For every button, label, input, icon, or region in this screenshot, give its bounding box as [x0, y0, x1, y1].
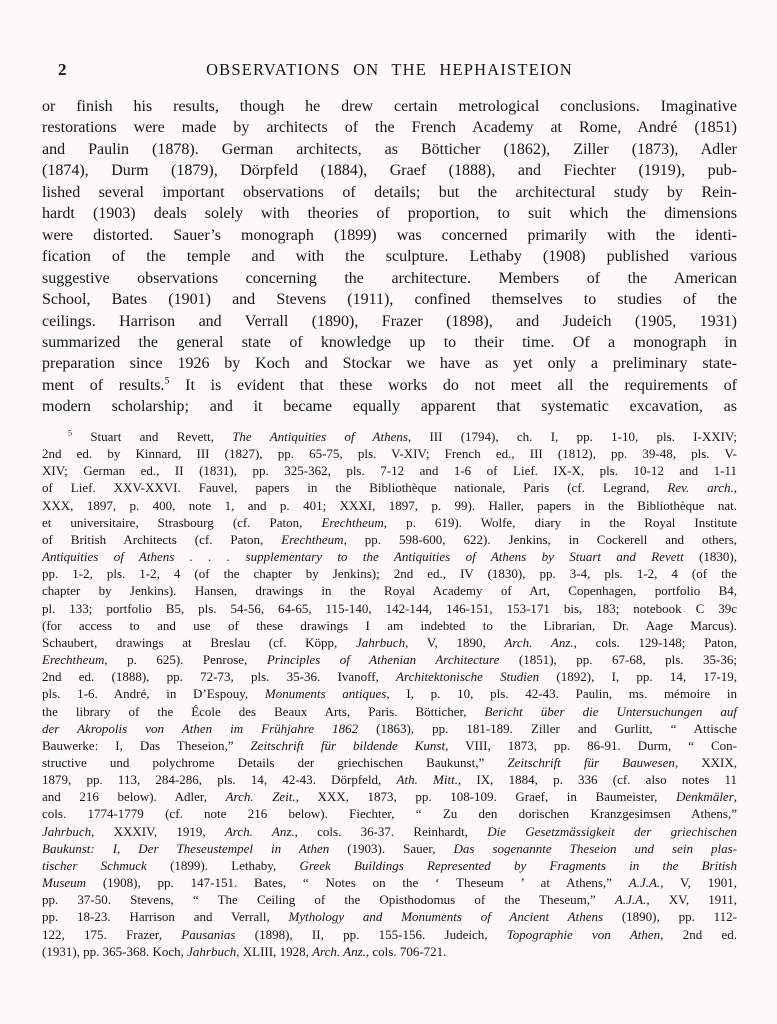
text-run: Schaubert, drawings at Breslau (cf. Köpp, [42, 634, 356, 650]
body-line [42, 268, 737, 289]
italic-citation-text: der Akropolis von Athen im Frühjahre 1862 [42, 720, 359, 736]
body-line [42, 225, 737, 246]
italic-citation-text: tischer Schmuck [42, 857, 147, 873]
body-line [42, 160, 737, 181]
footnote-line [42, 943, 737, 960]
text-run: , XV, 1911, [646, 892, 737, 908]
text-run: Stuart and Revett, [72, 429, 233, 444]
footnote-line [42, 703, 737, 720]
italic-citation-text: The Antiquities of Athens [232, 429, 408, 444]
italic-citation-text: Museum [42, 875, 87, 891]
italic-citation-text: Antiquities of Athens . . . supplementary to the Antiquities of Athens by Stuart and Revett [42, 549, 684, 565]
text-run: , VIII, 1873, pp. 86-91. Durm, “ Con- [445, 737, 737, 753]
italic-citation-text: Baukunst: I, Der Theseustempel in Athen [42, 840, 330, 856]
running-title: OBSERVATIONS ON THE HEPHAISTEION [206, 60, 573, 79]
italic-citation-text: Arch. Anz. [504, 634, 574, 650]
body-line [42, 117, 737, 138]
footnote-line [42, 788, 737, 805]
text-run: preparation since 1926 by Koch and Stockar we have as yet only a preliminary state- [42, 355, 737, 373]
text-run: XIV; German ed., II (1831), pp. 325-362, pls. 7-12 and 1-6 of Lief. IX-X, pls. 10-12 and 1-11 [42, 463, 737, 479]
text-run: pp. 37-50. Stevens, “ The Ceiling of the Opisthodomus of the Theseum,” [42, 892, 615, 908]
footnote-line [42, 565, 737, 582]
footnote-line [42, 600, 737, 617]
text-run: , III (1794), ch. I, pp. 1-10, pls. I-XXIV; [407, 429, 737, 444]
text-run: , 2nd ed. [660, 926, 737, 942]
italic-citation-text: A.J.A. [614, 892, 647, 908]
text-run: ment of results. [42, 376, 165, 394]
text-run: (1899). Lethaby, [146, 857, 300, 873]
text-run: (1931), pp. 365-368. Koch, [42, 943, 188, 959]
body-paragraph [42, 96, 737, 418]
italic-citation-text: Greek Buildings Represented by Fragments in the British [299, 857, 737, 873]
footnote-line [42, 720, 737, 737]
footnote-line [42, 754, 737, 771]
body-line [42, 332, 737, 353]
text-run: , XLIII, 1928, [236, 943, 313, 959]
text-run: (1863), pp. 181-189. Ziller and Gurlitt, “ Attische [358, 720, 737, 736]
italic-citation-text: Jahrbuch [42, 823, 92, 839]
page-header [42, 60, 737, 82]
page-number: 2 [58, 60, 67, 79]
text-run: suggestive observations concerning the architecture. Members of the American [42, 269, 737, 287]
text-run: cols. 1774-1779 (cf. note 216 below). Fiechter, “ Zu den dorischen Kranzgesimsen Athens,” [42, 806, 737, 822]
text-run: (1892), I, pp. 14, 17-19, [539, 669, 737, 685]
footnote-line [42, 874, 737, 891]
italic-citation-text: Erechtheum [321, 514, 384, 530]
italic-citation-text: Jahrbuch [355, 634, 406, 650]
footnote-line [42, 926, 737, 943]
text-run: (1903). Sauer, [329, 840, 454, 856]
body-line [42, 289, 737, 310]
footnote-line [42, 548, 737, 565]
text-run: , cols. 36-37. Reinhardt, [294, 823, 488, 839]
italic-citation-text: Architektonische Studien [396, 669, 540, 685]
text-run: Bauwerke: I, Das Theseion,” [42, 737, 251, 753]
footnote-line [42, 651, 737, 668]
text-run: chapter by Jenkins). Hansen, drawings in the Royal Academy of Art, Copenhagen, portfolio B4, [42, 583, 737, 599]
footnote-line [42, 514, 737, 531]
text-run: of Lief. XXV-XXVI. Fauvel, papers in the Bibliothèque nationale, Paris (cf. Legrand, [42, 480, 668, 496]
text-run: (1898), II, pp. 155-156. Judeich, [235, 926, 507, 942]
text-run: modern scholarship; and it became equally apparent that systematic excavation, as [42, 398, 737, 416]
italic-citation-text: Jahrbuch [187, 943, 237, 959]
footnote-line [42, 737, 737, 754]
text-run: 2nd ed. by Kinnard, III (1827), pp. 65-75, pls. V-XIV; French ed., III (1812), pp. 39-48, pls. V- [42, 446, 737, 462]
text-run: , cols. 706-721. [365, 943, 447, 959]
body-line [42, 353, 737, 374]
body-line [42, 396, 737, 417]
footnote-line [42, 428, 737, 445]
italic-citation-text: Monuments antiques [264, 686, 387, 702]
text-run: summarized the general state of knowledge up to their time. Of a monograph in [42, 333, 737, 351]
text-run: , XXXIV, 1919, [91, 823, 225, 839]
footnote-line [42, 582, 737, 599]
body-line [42, 203, 737, 224]
italic-citation-text: Erechtheum [42, 652, 105, 668]
footnote-line [42, 634, 737, 651]
italic-citation-text: Topographie von Athen [506, 926, 661, 942]
italic-citation-text: Erechtheum [281, 531, 344, 547]
text-run: pp. 18-23. Harrison and Verrall, [42, 909, 289, 925]
text-run: et universitaire, Strasbourg (cf. Paton, [42, 514, 322, 530]
footnote-line [42, 840, 737, 857]
text-run: (1830), [683, 549, 737, 565]
text-run: fication of the temple and with the sculpture. Lethaby (1908) published various [42, 248, 737, 266]
footnote-line [42, 908, 737, 925]
italic-citation-text: Denkmäler [676, 789, 734, 805]
body-line [42, 375, 737, 396]
text-run: 2nd ed. (1888), pp. 72-73, pls. 35-36. Ivanoff, [42, 669, 397, 685]
italic-citation-text: Pausanias [181, 926, 236, 942]
footnote-line [42, 685, 737, 702]
text-run: , pp. 598-600, 622). Jenkins, in Cockerell and others, [343, 531, 738, 547]
footnote-line [42, 462, 737, 479]
text-run: restorations were made by architects of the French Academy at Rome, André (1851) [42, 119, 737, 137]
text-run: , [733, 789, 738, 805]
italic-citation-text: Principles of Athenian Architecture [266, 652, 500, 668]
text-run: pl. 133; portfolio B5, pls. 54-56, 64-65, 115-140, 142-144, 146-151, 153-171 bis, 183; notebook C 39c [42, 600, 737, 616]
italic-citation-text: Arch. Zeit. [225, 789, 296, 805]
text-run: pp. 1-2, pls. 1-2, 4 (of the chapter by Jenkins); 2nd ed., IV (1830), pp. 3-4, pls. 1-2, 4 (of the [42, 566, 737, 582]
text-run: (1908), pp. 147-151. Bates, “ Notes on the ‘ Theseum ’ at Athens,” [86, 875, 629, 891]
text-run: (1890), pp. 112- [603, 909, 737, 925]
italic-citation-text: Zeitschrift für Bauwesen [507, 754, 675, 770]
text-run: were distorted. Sauer’s monograph (1899) was concerned primarily with the identi- [42, 226, 737, 244]
footnote-line [42, 445, 737, 462]
italic-citation-text: Ath. Mitt. [396, 772, 458, 788]
italic-citation-text: A.J.A. [628, 875, 661, 891]
footnote-line [42, 891, 737, 908]
text-run: , V, 1901, [660, 875, 737, 891]
footnote-line [42, 497, 737, 514]
body-line [42, 96, 737, 117]
text-run: the library of the École des Beaux Arts, Paris. Bötticher, [42, 703, 485, 719]
text-run: hardt (1903) deals solely with theories of proportion, to suit which the dimensions [42, 205, 737, 223]
italic-citation-text: Mythology and Monuments of Ancient Athens [288, 909, 604, 925]
italic-citation-text: Das sogenannte Theseion und sein plas- [453, 840, 737, 856]
footnote-reference-superscript: 5 [164, 375, 170, 387]
footnote-line [42, 857, 737, 874]
body-line [42, 311, 737, 332]
footnote-5 [42, 428, 737, 960]
italic-citation-text: Arch. Anz. [224, 823, 295, 839]
text-run: , p. 625). Penrose, [104, 652, 267, 668]
text-run: lished several important observations of details; but the architectural study by Rein- [42, 183, 737, 201]
text-run: ceilings. Harrison and Verrall (1890), Frazer (1898), and Judeich (1905, 1931) [42, 312, 737, 330]
italic-citation-text: Arch. Anz. [312, 943, 366, 959]
body-line [42, 246, 737, 267]
italic-citation-text: Die Gesetzmässigkeit der griechischen [487, 823, 737, 839]
footnote-line [42, 617, 737, 634]
text-run: structive und polychrome Details der griechischen Baukunst,” [42, 754, 508, 770]
italic-citation-text: Bericht über die Untersuchungen auf [484, 703, 737, 719]
text-run: , p. 619). Wolfe, diary in the Royal Institute [383, 514, 737, 530]
text-run: (for access to and use of these drawings I am indebted to the Librarian, Dr. Aage Marcus). [42, 617, 737, 633]
body-line [42, 182, 737, 203]
text-run: , [733, 480, 737, 496]
text-run: , V, 1890, [405, 634, 505, 650]
text-run: of British Architects (cf. Paton, [42, 531, 282, 547]
text-run: , cols. 129-148; Paton, [573, 634, 737, 650]
footnote-line [42, 668, 737, 685]
text-run: or finish his results, though he drew certain metrological conclusions. Imaginative [42, 98, 737, 115]
text-run: School, Bates (1901) and Stevens (1911), confined themselves to studies of the [42, 291, 737, 309]
text-run: and 216 below). Adler, [42, 789, 226, 805]
text-run: and Paulin (1878). German architects, as Bötticher (1862), Ziller (1873), Adler [42, 140, 737, 158]
text-run: 122, 175. Frazer, [42, 926, 182, 942]
text-run: , XXIX, [674, 754, 737, 770]
footnote-line [42, 823, 737, 840]
body-line [42, 139, 737, 160]
text-run: , IX, 1884, p. 336 (cf. also notes 11 [457, 772, 738, 788]
text-run: , XXX, 1873, pp. 108-109. Graef, in Baumeister, [295, 789, 676, 805]
text-run: , I, p. 10, pls. 42-43. Paulin, ms. mémoire in [386, 686, 737, 702]
footnote-line [42, 805, 737, 822]
text-run: It is evident that these works do not meet all the requirements of [169, 376, 737, 394]
footnote-line [42, 771, 737, 788]
text-run: (1874), Durm (1879), Dörpfeld (1884), Graef (1888), and Fiechter (1919), pub- [42, 162, 737, 180]
text-run: pls. 1-6. André, in D’Espouy, [42, 686, 265, 702]
italic-citation-text: Rev. arch. [667, 480, 734, 496]
text-run: (1851), pp. 67-68, pls. 35-36; [499, 652, 737, 668]
footnote-line [42, 531, 737, 548]
footnote-line [42, 479, 737, 496]
text-run: 1879, pp. 113, 284-286, pls. 14, 42-43. Dörpfeld, [42, 772, 397, 788]
footnote-reference-superscript: 5 [68, 428, 73, 438]
text-run: XXX, 1897, p. 400, note 1, and p. 401; XXXI, 1897, p. 99). Haller, papers in the Bibliothèque nat. [42, 497, 737, 513]
italic-citation-text: Zeitschrift für bildende Kunst [250, 737, 446, 753]
